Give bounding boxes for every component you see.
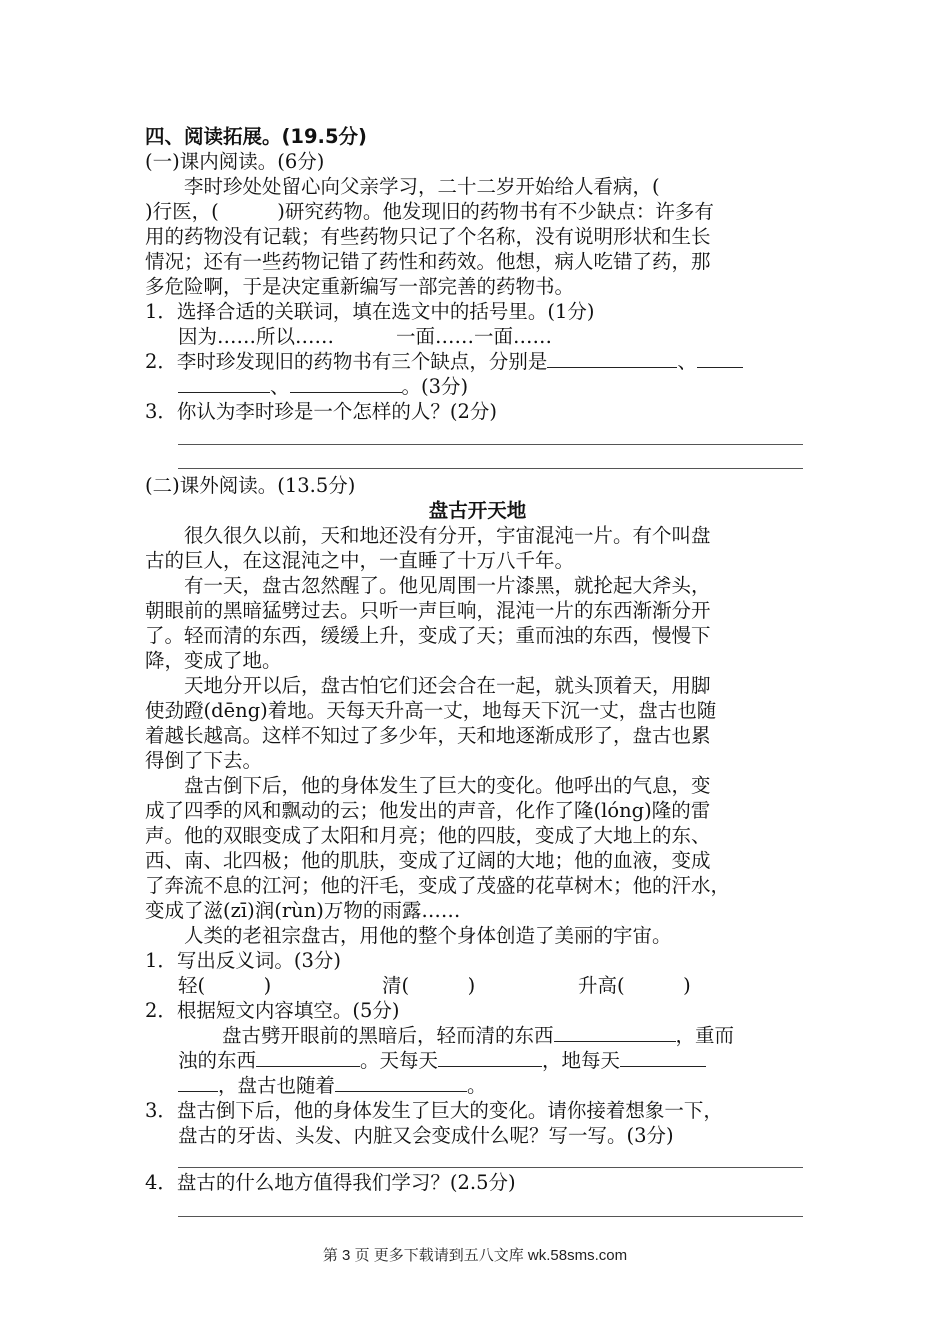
passage2-line: 声。他的双眼变成了太阳和月亮；他的四肢，变成了大地上的东、 <box>145 824 711 847</box>
fill-blank[interactable] <box>554 1023 676 1042</box>
page-footer: 第 3 页 更多下载请到五八文库 wk.58sms.com <box>322 1247 628 1264</box>
fill-blank[interactable] <box>178 1073 218 1092</box>
passage2-line: 朝眼前的黑暗猛劈过去。只听一声巨响，混沌一片的东西渐渐分开 <box>145 599 711 622</box>
passage2-line: 了奔流不息的江河；他的汗毛，变成了茂盛的花草树木；他的汗水， <box>145 874 731 897</box>
passage2-line: 得倒了下去。 <box>145 749 263 772</box>
passage1-line: )行医，( )研究药物。他发现旧的药物书有不少缺点：许多有 <box>145 200 714 223</box>
fill-text: 浊的东西 <box>178 1049 257 1072</box>
part1-title: (一)课内阅读。(6分) <box>145 150 325 173</box>
fill-text: ，重而 <box>675 1024 735 1047</box>
passage2-line: 天地分开以后，盘古怕它们还会合在一起，就头顶着天，用脚 <box>184 674 711 697</box>
q2-text: 2．李时珍发现旧的药物书有三个缺点，分别是 <box>145 350 548 373</box>
passage2-line: 使劲蹬(dēng)着地。天每天升高一丈，地每天下沉一丈，盘古也随 <box>145 699 717 722</box>
fill-text: 盘古劈开眼前的黑暗后，轻而清的东西 <box>222 1024 554 1047</box>
fill-text: ，地每天 <box>542 1049 621 1072</box>
answer-line[interactable] <box>178 468 803 469</box>
passage1-line: 李时珍处处留心向父亲学习，二十二岁开始给人看病，( <box>184 175 660 198</box>
passage2-line: 有一天，盘古忽然醒了。他见周围一片漆黑，就抡起大斧头， <box>184 574 711 597</box>
question-2-cont <box>178 374 810 399</box>
answer-line[interactable] <box>178 1216 803 1217</box>
passage2-line: 变成了滋(zī)润(rùn)万物的雨露…… <box>145 899 461 922</box>
fill-text: ，盘古也随着 <box>218 1074 336 1097</box>
section-heading: 四、阅读拓展。(19.5分) <box>145 125 367 148</box>
passage2-line: 着越长越高。这样不知过了多少年，天和地逐渐成形了，盘古也累 <box>145 724 711 747</box>
antonym-item[interactable]: 升高( ) <box>578 974 691 997</box>
passage1-line: 用的药物没有记载；有些药物只记了个名称，没有说明形状和生长 <box>145 225 711 248</box>
passage2-line: 西、南、北四极；他的肌肤，变成了辽阔的大地；他的血液，变成 <box>145 849 711 872</box>
antonym-row <box>178 973 810 998</box>
passage2-line: 盘古倒下后，他的身体发生了巨大的变化。他呼出的气息，变 <box>184 774 711 797</box>
q2-sep: 、 <box>270 375 290 398</box>
p2-question-1: 1．写出反义词。(3分) <box>145 949 342 972</box>
p2-question-3-cont: 盘古的牙齿、头发、内脏又会变成什么呢？写一写。(3分) <box>178 1124 674 1147</box>
fill-blank[interactable] <box>438 1048 542 1067</box>
q2-blank-2a[interactable] <box>697 349 743 368</box>
part2-title: (二)课外阅读。(13.5分) <box>145 474 356 497</box>
fill-line-1 <box>178 1023 810 1048</box>
q2-blank-3[interactable] <box>290 374 402 393</box>
q1-options <box>178 324 810 349</box>
passage2-line: 人类的老祖宗盘古，用他的整个身体创造了美丽的宇宙。 <box>184 924 672 947</box>
passage2-line: 古的巨人，在这混沌之中，一直睡了十万八千年。 <box>145 549 575 572</box>
question-2 <box>145 349 810 374</box>
passage1-line: 多危险啊，于是决定重新编写一部完善的药物书。 <box>145 275 575 298</box>
fill-blank[interactable] <box>620 1048 706 1067</box>
fill-blank[interactable] <box>335 1073 467 1092</box>
fill-blank[interactable] <box>256 1048 360 1067</box>
fill-line-2 <box>178 1048 810 1073</box>
q2-sep: 、 <box>677 350 697 373</box>
antonym-item[interactable]: 轻( ) <box>178 974 272 997</box>
q2-blank-1[interactable] <box>547 349 677 368</box>
q1-option: 因为……所以…… <box>178 325 335 348</box>
answer-line[interactable] <box>178 444 803 445</box>
fill-line-3 <box>178 1073 810 1098</box>
fill-text: 。 <box>467 1074 487 1097</box>
story-title: 盘古开天地 <box>428 499 527 522</box>
passage2-line: 降，变成了地。 <box>145 649 282 672</box>
q2-end: 。(3分) <box>401 375 469 398</box>
passage2-line: 很久很久以前，天和地还没有分开，宇宙混沌一片。有个叫盘 <box>184 524 711 547</box>
fill-text: 。天每天 <box>360 1049 439 1072</box>
p2-question-4: 4．盘古的什么地方值得我们学习？(2.5分) <box>145 1171 516 1194</box>
passage2-line: 成了四季的风和飘动的云；他发出的声音，化作了隆(lóng)隆的雷 <box>145 799 711 822</box>
q1-option: 一面……一面…… <box>396 325 553 348</box>
passage1-line: 情况；还有一些药物记错了药性和药效。他想，病人吃错了药，那 <box>145 250 711 273</box>
passage2-line: 了。轻而清的东西，缓缓上升，变成了天；重而浊的东西，慢慢下 <box>145 624 711 647</box>
p2-question-3: 3．盘古倒下后，他的身体发生了巨大的变化。请你接着想象一下， <box>145 1099 723 1122</box>
q2-blank-2b[interactable] <box>178 374 270 393</box>
antonym-item[interactable]: 清( ) <box>382 974 476 997</box>
p2-question-2: 2．根据短文内容填空。(5分) <box>145 999 400 1022</box>
question-3: 3．你认为李时珍是一个怎样的人？(2分) <box>145 400 498 423</box>
question-1: 1．选择合适的关联词，填在选文中的括号里。(1分) <box>145 300 595 323</box>
answer-line[interactable] <box>178 1167 803 1168</box>
